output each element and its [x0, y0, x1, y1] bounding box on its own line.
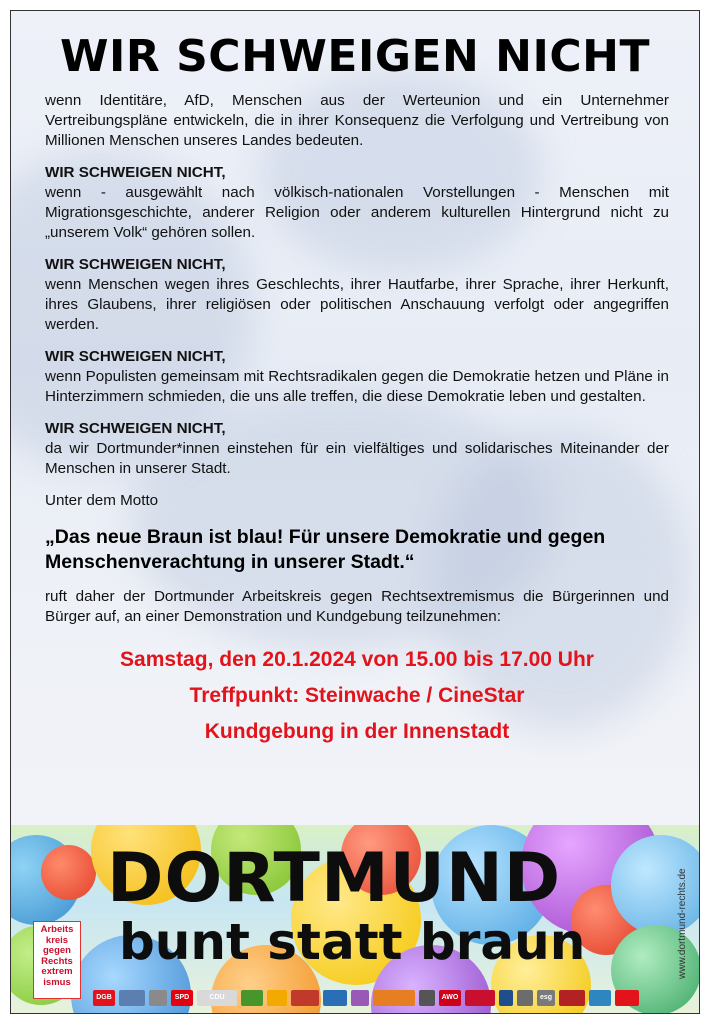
section-2 — [45, 255, 669, 335]
intro-paragraph: wenn Identitäre, AfD, Menschen aus der Werteunion und ein Unternehmer Vertreibungspläne entwickeln, die in ihrer Konsequenz die Verfolgung und Vertreibung von Millionen Menschen unseres Landes bedeuten. — [45, 92, 669, 149]
sponsor-logo — [419, 990, 435, 1006]
poster — [10, 10, 700, 1014]
sponsor-logo — [149, 990, 167, 1006]
section-heading: WIR SCHWEIGEN NICHT, — [45, 164, 226, 181]
sponsor-logo — [615, 990, 639, 1006]
motto: „Das neue Braun ist blau! Für unsere Demokratie und gegen Menschenverachtung in unserer Stadt.“ — [45, 526, 606, 573]
sponsor-logo — [119, 990, 145, 1006]
event-date: Samstag, den 20.1.2024 von 15.00 bis 17.00 Uhr — [120, 648, 594, 671]
website-url: www.dortmund-rechts.de — [677, 868, 688, 979]
page-title: WIR SCHWEIGEN NICHT — [59, 31, 650, 82]
section-heading: WIR SCHWEIGEN NICHT, — [45, 256, 226, 273]
section-text: da wir Dortmunder*innen einstehen für ein vielfältiges und solidarisches Miteinander der Menschen in unserer Stadt. — [45, 440, 669, 477]
sponsor-logo — [465, 990, 495, 1006]
section-text: wenn Populisten gemeinsam mit Rechtsradikalen gegen die Demokratie hetzen und Pläne in Hinterzimmern schmieden, die uns alle treffen, die diese Demokratie leben und gestalten. — [45, 368, 669, 405]
section-heading: WIR SCHWEIGEN NICHT, — [45, 420, 226, 437]
sponsor-logos — [93, 987, 665, 1009]
banner-line-1: DORTMUND — [107, 839, 562, 918]
sponsor-logo — [291, 990, 319, 1006]
sponsor-logo: CDU — [197, 990, 237, 1006]
sponsor-logo — [559, 990, 585, 1006]
sponsor-logo — [241, 990, 263, 1006]
section-1 — [45, 163, 669, 243]
sponsor-logo — [589, 990, 611, 1006]
event-rally: Kundgebung in der Innenstadt — [204, 720, 510, 743]
arbeitskreis-logo: Arbeits kreis gegen Rechts extrem ismus — [33, 921, 81, 999]
sponsor-logo: esg — [537, 990, 555, 1006]
sponsor-logo: DGB — [93, 990, 115, 1006]
sponsor-logo — [373, 990, 415, 1006]
sponsor-logo: AWO — [439, 990, 461, 1006]
sponsor-logo — [323, 990, 347, 1006]
dortmund-banner — [11, 825, 699, 1014]
section-heading: WIR SCHWEIGEN NICHT, — [45, 348, 226, 365]
body-text — [45, 91, 669, 753]
sponsor-logo — [517, 990, 533, 1006]
banner-line-2: bunt statt braun — [119, 913, 586, 971]
call-to-action: ruft daher der Dortmunder Arbeitskreis gegen Rechtsextremismus die Bürgerinnen und Bürger auf, an einer Demonstration und Kundgebung teilzunehmen: — [45, 588, 669, 625]
section-text: wenn - ausgewählt nach völkisch-nationalen Vorstellungen - Menschen mit Migrationsgeschichte, anderer Religion oder anderem kulturellen Hintergrund nicht zu „unserem Volk“ gehören sollen. — [45, 184, 669, 241]
sponsor-logo: SPD — [171, 990, 193, 1006]
sponsor-logo — [499, 990, 513, 1006]
sponsor-logo — [267, 990, 287, 1006]
section-4 — [45, 419, 669, 479]
section-3 — [45, 347, 669, 407]
section-text: wenn Menschen wegen ihres Geschlechts, ihrer Hautfarbe, ihrer Sprache, ihrer Herkunft, ihres Glaubens, ihrer religiösen oder politischen Anschauung verfolgt oder angegriffen werden. — [45, 276, 669, 333]
sponsor-logo — [351, 990, 369, 1006]
event-meeting-point: Treffpunkt: Steinwache / CineStar — [189, 684, 525, 707]
motto-intro: Unter dem Motto — [45, 492, 159, 509]
